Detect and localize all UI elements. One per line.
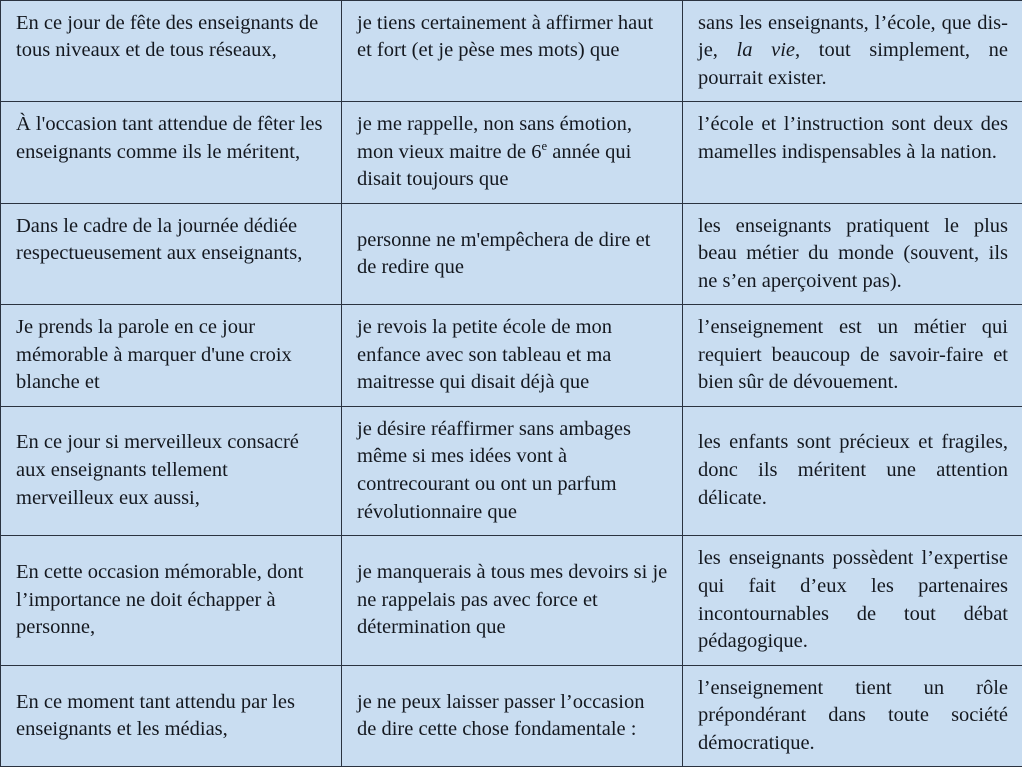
cell-bridge-3: personne ne m'empêchera de dire et de redire que	[342, 203, 683, 304]
cell-opening-4: Je prends la parole en ce jour mémorable à marquer d'une croix blanche et	[1, 305, 342, 406]
cell-statement-1	[683, 1, 1022, 102]
cell-opening-5: En ce jour si merveilleux consacré aux enseignants tellement merveilleux eux aussi,	[1, 406, 342, 536]
table-row	[1, 1, 1022, 102]
cell-opening-1: En ce jour de fête des enseignants de tous niveaux et de tous réseaux,	[1, 1, 342, 102]
cell-opening-6: En cette occasion mémorable, dont l’importance ne doit échapper à personne,	[1, 536, 342, 666]
statement-text-pre: sans les enseignants, l’école, que dis-je,	[698, 12, 1008, 61]
bridge-text-post: année qui disait toujours que	[357, 141, 631, 190]
cell-bridge-6: je manquerais à tous mes devoirs si je ne rappelais pas avec force et détermination que	[342, 536, 683, 666]
ordinal-superscript: e	[541, 139, 547, 153]
table-body	[1, 1, 1022, 767]
cell-statement-6: les enseignants possèdent l’expertise qui fait d’eux les partenaires incontournables de tout débat pédagogique.	[683, 536, 1022, 666]
bridge-text-pre: je me rappelle, non sans émotion, mon vieux maitre de 6	[357, 113, 632, 162]
cell-statement-2: l’école et l’instruction sont deux des mamelles indispensables à la nation.	[683, 102, 1022, 203]
cell-opening-7: En ce moment tant attendu par les enseignants et les médias,	[1, 666, 342, 767]
table-row	[1, 305, 1022, 406]
cell-bridge-1: je tiens certainement à affirmer haut et fort (et je pèse mes mots) que	[342, 1, 683, 102]
cell-statement-5: les enfants sont précieux et fragiles, donc ils méritent une attention délicate.	[683, 406, 1022, 536]
cell-opening-2: À l'occasion tant attendue de fêter les enseignants comme ils le méritent,	[1, 102, 342, 203]
cell-statement-3: les enseignants pratiquent le plus beau métier du monde (souvent, ils ne s’en aperçoivent pas).	[683, 203, 1022, 304]
cell-bridge-5: je désire réaffirmer sans ambages même si mes idées vont à contrecourant ou ont un parfum révolutionnaire que	[342, 406, 683, 536]
cell-bridge-2	[342, 102, 683, 203]
statement-emphasis: la vie	[737, 39, 795, 61]
cell-statement-4: l’enseignement est un métier qui requiert beaucoup de savoir-faire et bien sûr de dévouement.	[683, 305, 1022, 406]
cell-opening-3: Dans le cadre de la journée dédiée respectueusement aux enseignants,	[1, 203, 342, 304]
cell-bridge-7: je ne peux laisser passer l’occasion de dire cette chose fondamentale :	[342, 666, 683, 767]
table-row	[1, 102, 1022, 203]
table-row	[1, 406, 1022, 536]
table-row	[1, 203, 1022, 304]
cell-bridge-4: je revois la petite école de mon enfance avec son tableau et ma maitresse qui disait déjà que	[342, 305, 683, 406]
cell-statement-7: l’enseignement tient un rôle prépondérant dans toute société démocratique.	[683, 666, 1022, 767]
table-row	[1, 666, 1022, 767]
table-row	[1, 536, 1022, 666]
statement-text-post: , tout simplement, ne pourrait exister.	[698, 39, 1008, 88]
